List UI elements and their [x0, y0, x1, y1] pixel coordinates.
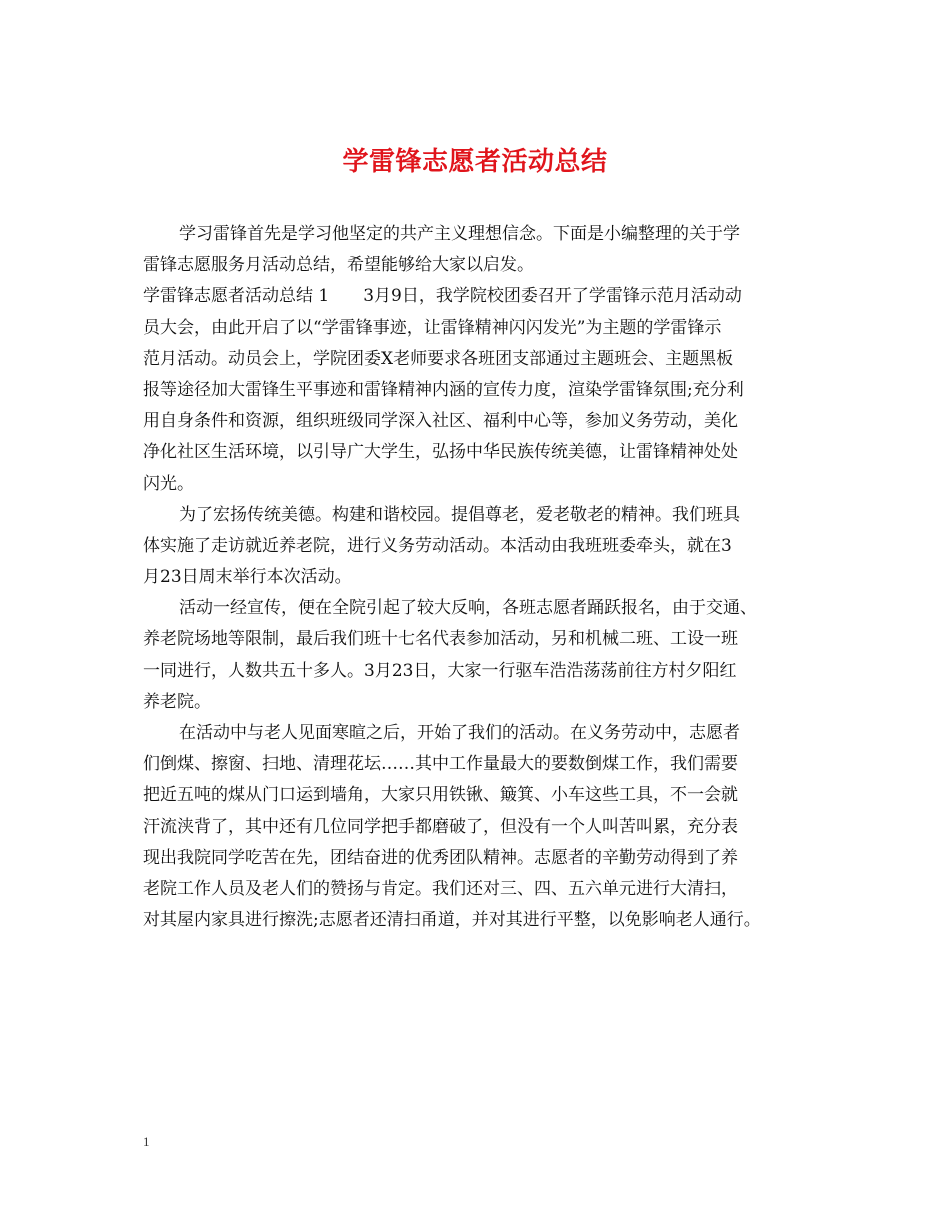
text-line: 养老院。 — [143, 691, 211, 712]
text-line: 用自身条件和资源，组织班级同学深入社区、福利中心等，参加义务劳动，美化 — [143, 411, 738, 432]
text-line: 养老院场地等限制，最后我们班十七名代表参加活动，另和机械二班、工设一班 — [143, 629, 738, 650]
text-line: 净化社区生活环境，以引导广大学生，弘扬中华民族传统美德，让雷锋精神处处 — [143, 442, 738, 463]
text-line: 对其屋内家具进行擦洗;志愿者还清扫甬道，并对其进行平整，以免影响老人通行。 — [143, 910, 761, 931]
text-line: 雷锋志愿服务月活动总结，希望能够给大家以启发。 — [143, 255, 534, 276]
text-line: 现出我院同学吃苦在先，团结奋进的优秀团队精神。志愿者的辛勤劳动得到了养 — [143, 847, 738, 868]
text-line: 们倒煤、擦窗、扫地、清理花坛……其中工作量最大的要数倒煤工作，我们需要 — [143, 754, 738, 775]
text-line: 体实施了走访就近养老院，进行义务劳动活动。本活动由我班班委牵头，就在3 — [143, 535, 732, 556]
document-body — [143, 219, 828, 936]
text-line: 活动一经宣传，便在全院引起了较大反响，各班志愿者踊跃报名，由于交通、 — [179, 598, 757, 619]
text-line: 闪光。 — [143, 473, 194, 494]
text-line: 把近五吨的煤从门口运到墙角，大家只用铁锹、簸箕、小车这些工具，不一会就 — [143, 785, 738, 806]
text-line: 汗流浃背了，其中还有几位同学把手都磨破了，但没有一个人叫苦叫累，充分表 — [143, 816, 738, 837]
text-line: 一同进行，人数共五十多人。3月23日，大家一行驱车浩浩荡荡前往方村夕阳红 — [143, 660, 737, 681]
text-line: 月23日周末举行本次活动。 — [143, 567, 352, 588]
document-title: 学雷锋志愿者活动总结 — [342, 147, 608, 177]
text-line: 在活动中与老人见面寒暄之后，开始了我们的活动。在义务劳动中，志愿者 — [179, 723, 740, 743]
page-number: 1 — [143, 1134, 150, 1149]
text-line: 范月活动。动员会上，学院团委X老师要求各班团支部通过主题班会、主题黑板 — [143, 348, 734, 369]
text-line: 为了宏扬传统美德。构建和谐校园。提倡尊老，爱老敬老的精神。我们班具 — [179, 504, 740, 525]
text-line: 员大会，由此开启了以“学雷锋事迹，让雷锋精神闪闪发光”为主题的学雷锋示 — [143, 317, 722, 338]
text-line: 报等途径加大雷锋生平事迹和雷锋精神内涵的宣传力度，渲染学雷锋氛围;充分利 — [143, 379, 744, 400]
text-line: 学雷锋志愿者活动总结 1 3月9日，我学院校团委召开了学雷锋示范月活动动 — [143, 286, 742, 307]
text-line: 老院工作人员及老人们的赞扬与肯定。我们还对三、四、五六单元进行大清扫， — [143, 878, 738, 899]
text-line: 学习雷锋首先是学习他坚定的共产主义理想信念。下面是小编整理的关于学 — [179, 224, 740, 244]
